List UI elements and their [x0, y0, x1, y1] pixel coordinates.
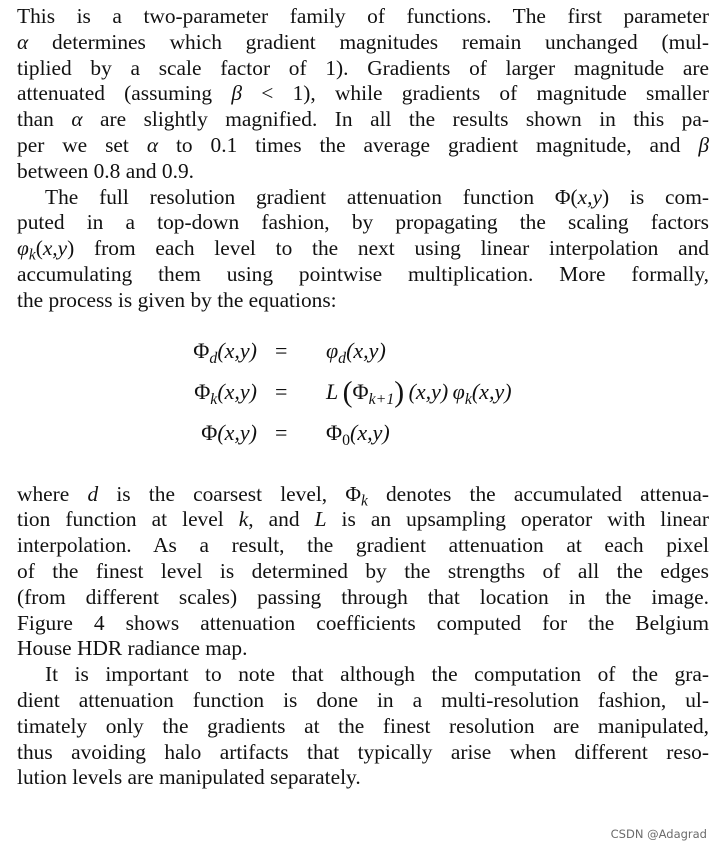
text-line: interpolation. As a result, the gradient attenuation at each pixel: [17, 533, 709, 558]
text-line: The full resolution gradient attenuation function Φ(x,y) is com-: [45, 184, 709, 209]
text-line: tiplied by a scale factor of 1). Gradients of larger magnitude are: [17, 55, 709, 80]
text-line: accumulating them using pointwise multiplication. More formally,: [17, 261, 709, 286]
text-line: the process is given by the equations:: [17, 287, 337, 312]
Phi-symbol: Φ(: [554, 184, 578, 209]
text-line: House HDR radiance map.: [17, 636, 248, 661]
text-line: than α are slightly magnified. In all the results shown in this pa-: [17, 107, 709, 132]
alpha-symbol: α: [146, 132, 159, 157]
equation-block: [17, 338, 709, 458]
text-line: Figure 4 shows attenuation coefficients computed for the Belgium: [17, 610, 709, 635]
watermark: CSDN @Adagrad: [610, 827, 707, 841]
text-line: between 0.8 and 0.9.: [17, 158, 195, 183]
text-line: where d is the coarsest level, $\Phi_k$ denotes the accumulated attenua-: [17, 481, 709, 510]
text-line: puted in a top-down fashion, by propagating the scaling factors: [17, 210, 709, 235]
beta-symbol: β: [698, 132, 709, 157]
text-line: $\varphi_k(x,y)$ from each level to the next using linear interpolation and: [17, 236, 709, 264]
text-line: (from different scales) passing through that location in the image.: [17, 584, 709, 609]
paragraph-2: [17, 185, 709, 314]
alpha-symbol: α: [17, 29, 29, 54]
Phi-symbol: Φ: [345, 481, 361, 506]
text-line: tion function at level k, and L is an upsampling operator with linear: [17, 507, 709, 532]
text-line: of the finest level is determined by the strengths of all the edges: [17, 558, 709, 583]
paragraph-4: [17, 662, 709, 791]
text-line: It is important to note that although the computation of the gra-: [45, 662, 709, 687]
equation-row: $\Phi_k(x,y)$ = L $(\Phi_{k+1})$ (x,y) $\varphi_k(x,y)$: [194, 375, 512, 408]
text-line: per we set α to 0.1 times the average gradient magnitude, and β: [17, 132, 709, 157]
text-line: α determines which gradient magnitudes remain unchanged (mul-: [17, 29, 709, 54]
text-line: attenuated (assuming β < 1), while gradients of magnitude smaller: [17, 81, 709, 106]
equation-row: $\Phi_d(x,y)$ = $\varphi_d(x,y)$: [193, 337, 386, 367]
text-line: lution levels are manipulated separately.: [17, 765, 361, 790]
text-line: This is a two-parameter family of functions. The first parameter: [17, 4, 709, 28]
phi-symbol: φ: [17, 236, 29, 261]
text-line: thus avoiding halo artifacts that typically arise when different reso-: [17, 739, 709, 764]
equation-row: Φ(x,y) = $\Phi_0(x,y)$: [201, 419, 390, 449]
paragraph-1: [17, 4, 709, 185]
paragraph-3: [17, 482, 709, 663]
text-line: dient attenuation function is done in a multi-resolution fashion, ul-: [17, 687, 709, 712]
beta-symbol: β: [231, 81, 242, 106]
text-line: timately only the gradients at the finest resolution are manipulated,: [17, 713, 709, 738]
page-body: [17, 4, 709, 791]
alpha-symbol: α: [71, 107, 83, 132]
